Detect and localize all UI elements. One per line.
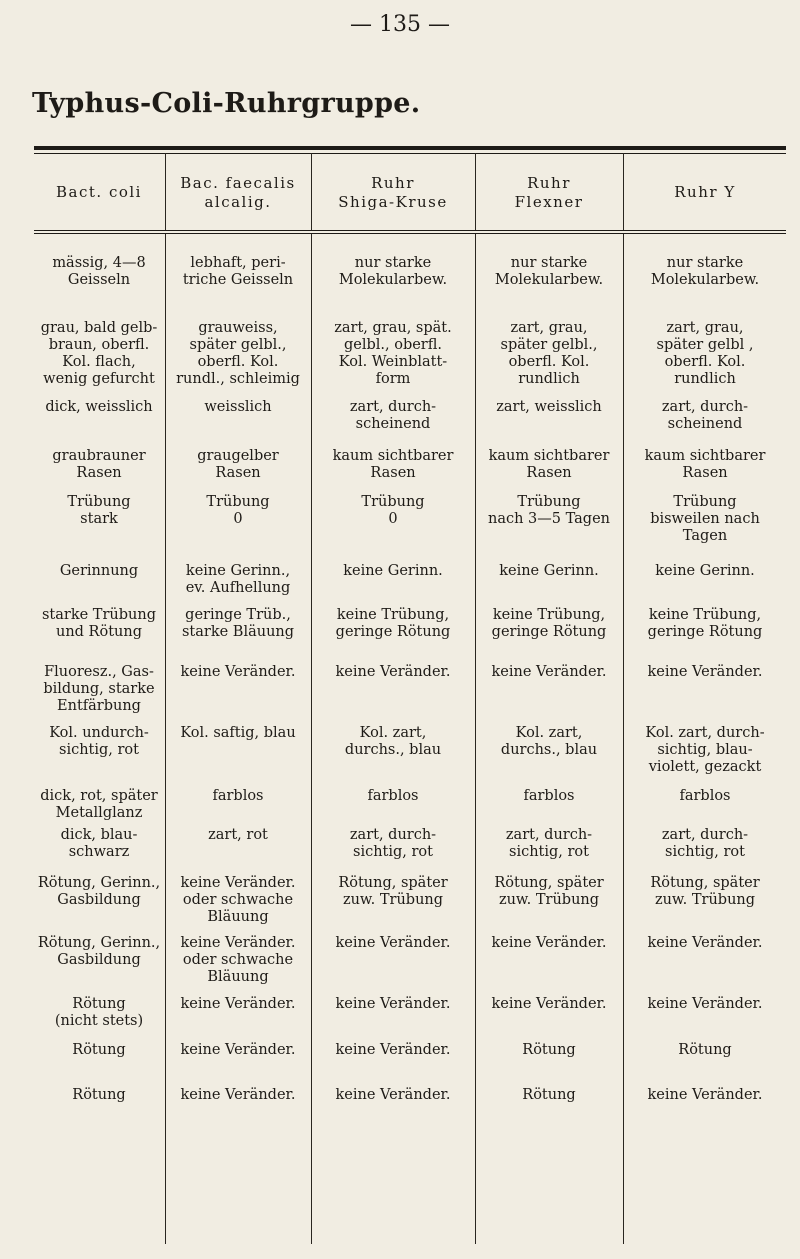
table-cell: zart, durch- sichtig, rot (349, 827, 437, 860)
table-cell: dick, weisslich (45, 399, 153, 415)
column-header-bact-coli: Bact. coli (56, 183, 142, 202)
table-cell: zart, rot (208, 827, 268, 843)
table-cell: Trübung bisweilen nach Tagen (650, 494, 760, 544)
table-cell: keine Veränder. (180, 1087, 296, 1103)
page-title: Typhus-Coli-Ruhrgruppe. (32, 88, 421, 119)
table-cell: keine Veränder. oder schwache Bläuung (180, 935, 296, 985)
table-cell: Kol. zart, durch- sichtig, blau- violett, gezackt (645, 725, 765, 775)
table-cell: Rötung (522, 1087, 576, 1103)
table-cell: keine Veränder. (647, 935, 763, 951)
table-cell: keine Veränder. (491, 996, 607, 1012)
table-cell: kaum sichtbarer Rasen (332, 448, 454, 481)
table-cell: Rötung, Gerinn., Gasbildung (37, 875, 161, 908)
table-cell: keine Veränder. (647, 664, 763, 680)
table-cell: zart, grau, spät. gelbl., oberfl. Kol. Weinblatt- form (334, 320, 452, 387)
table-cell: keine Gerinn., ev. Aufhellung (185, 563, 291, 596)
table-cell: geringe Trüb., starke Bläuung (181, 607, 295, 640)
table-cell: Rötung, Gerinn., Gasbildung (37, 935, 161, 968)
table-cell: Kol. undurch- sichtig, rot (49, 725, 149, 758)
table-cell: nur starke Molekularbew. (338, 255, 448, 288)
table-cell: Trübung nach 3—5 Tagen (487, 494, 610, 527)
header-divider (311, 153, 312, 231)
table-cell: Rötung (nicht stets) (54, 996, 144, 1029)
column-header-bac-faecalis: Bac. faecalis alcalig. (180, 173, 296, 211)
table-cell: kaum sichtbarer Rasen (488, 448, 610, 481)
table-cell: keine Gerinn. (499, 563, 599, 579)
table-cell: Kol. saftig, blau (180, 725, 296, 741)
table-cell: farblos (212, 788, 264, 804)
table-cell: keine Trübung, geringe Rötung (491, 607, 607, 640)
table-cell: keine Veränder. (180, 1042, 296, 1058)
top-rule-thick (34, 146, 786, 150)
table-cell: Trübung 0 (206, 494, 270, 527)
column-header-ruhr-shiga-kruse: Ruhr Shiga-Kruse (338, 173, 448, 211)
table-cell: Rötung (522, 1042, 576, 1058)
table-cell: keine Trübung, geringe Rötung (335, 607, 451, 640)
table-cell: zart, grau, später gelbl., oberfl. Kol. rundlich (500, 320, 598, 387)
table-cell: farblos (679, 788, 731, 804)
table-cell: Rötung (678, 1042, 732, 1058)
table-cell: keine Gerinn. (343, 563, 443, 579)
table-cell: graubrauner Rasen (52, 448, 146, 481)
table-cell: Trübung stark (67, 494, 131, 527)
column-header-ruhr-flexner: Ruhr Flexner (514, 173, 584, 211)
header-divider (165, 153, 166, 231)
table-cell: weisslich (204, 399, 272, 415)
table-cell: mässig, 4—8 Geisseln (52, 255, 146, 288)
table-cell: farblos (367, 788, 419, 804)
header-bottom-rule-inner (34, 233, 786, 234)
table-cell: keine Veränder. (335, 996, 451, 1012)
table-cell: farblos (523, 788, 575, 804)
table-cell: keine Veränder. (180, 664, 296, 680)
table-cell: dick, rot, später Metallglanz (40, 788, 158, 821)
table-cell: starke Trübung und Rötung (41, 607, 156, 640)
table-cell: zart, durch- sichtig, rot (505, 827, 593, 860)
page-number: — 135 — (350, 12, 450, 37)
table-cell: Fluoresz., Gas- bildung, starke Entfärbung (43, 664, 155, 714)
table-cell: graugelber Rasen (197, 448, 279, 481)
table-cell: grau, bald gelb- braun, oberfl. Kol. flach, wenig gefurcht (40, 320, 158, 387)
table-cell: nur starke Molekularbew. (650, 255, 760, 288)
table-cell: keine Veränder. (335, 1042, 451, 1058)
table-cell: zart, grau, später gelbl , oberfl. Kol. rundlich (656, 320, 754, 387)
table-cell: Trübung 0 (361, 494, 425, 527)
table-cell: Rötung, später zuw. Trübung (338, 875, 448, 908)
table-cell: Rötung (72, 1087, 126, 1103)
table-cell: keine Trübung, geringe Rötung (647, 607, 763, 640)
table-cell: keine Veränder. (647, 1087, 763, 1103)
table-cell: keine Veränder. (335, 664, 451, 680)
table-cell: zart, durch- sichtig, rot (661, 827, 749, 860)
table-cell: zart, durch- scheinend (349, 399, 437, 432)
table-cell: keine Veränder. (335, 935, 451, 951)
table-cell: Rötung (72, 1042, 126, 1058)
header-divider (475, 153, 476, 231)
table-cell: keine Veränder. oder schwache Bläuung (180, 875, 296, 925)
table-cell: lebhaft, peri- triche Geisseln (182, 255, 294, 288)
table-cell: Rötung, später zuw. Trübung (494, 875, 604, 908)
table-cell: keine Veränder. (335, 1087, 451, 1103)
column-header-ruhr-y: Ruhr Y (674, 183, 736, 202)
table-cell: dick, blau- schwarz (60, 827, 138, 860)
table-cell: keine Veränder. (180, 996, 296, 1012)
table-cell: Rötung, später zuw. Trübung (650, 875, 760, 908)
table-cell: grauweiss, später gelbl., oberfl. Kol. rundl., schleimig (176, 320, 300, 387)
table-cell: zart, durch- scheinend (661, 399, 749, 432)
header-bottom-rule (34, 230, 786, 231)
table-cell: Gerinnung (59, 563, 139, 579)
table-cell: Kol. zart, durchs., blau (500, 725, 598, 758)
table-cell: Kol. zart, durchs., blau (344, 725, 442, 758)
table-cell: keine Gerinn. (655, 563, 755, 579)
table-cell: keine Veränder. (647, 996, 763, 1012)
header-divider (623, 153, 624, 231)
table-cell: keine Veränder. (491, 664, 607, 680)
top-rule-thin (34, 153, 786, 154)
table-cell: kaum sichtbarer Rasen (644, 448, 766, 481)
table-cell: nur starke Molekularbew. (494, 255, 604, 288)
table-cell: zart, weisslich (496, 399, 602, 415)
table-cell: keine Veränder. (491, 935, 607, 951)
